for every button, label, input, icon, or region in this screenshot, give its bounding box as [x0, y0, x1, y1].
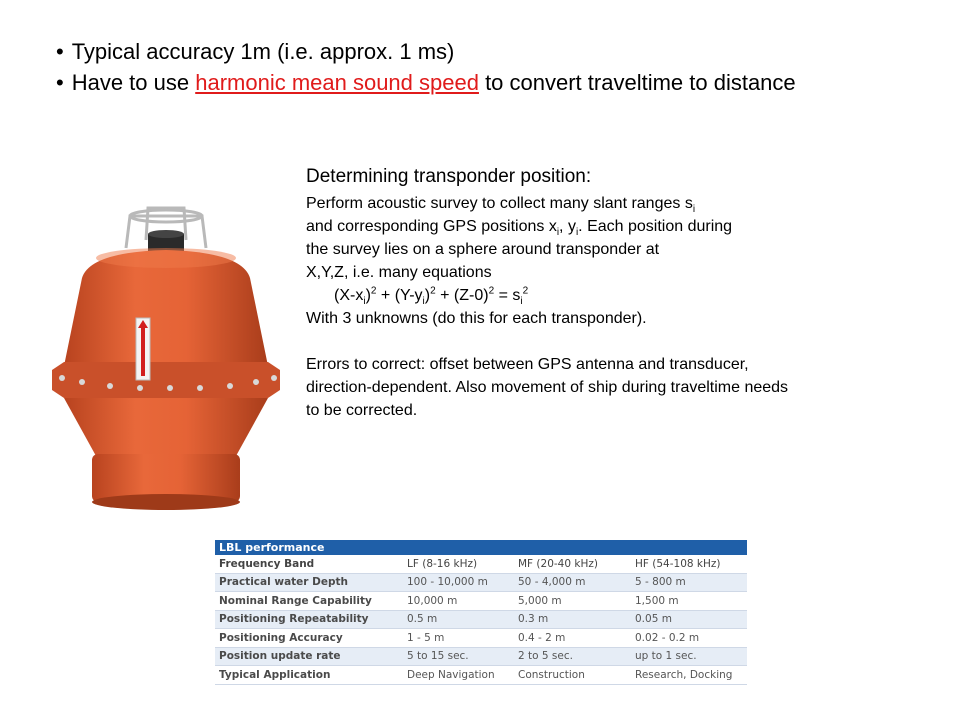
table-cell: Research, Docking — [631, 666, 747, 685]
table-row — [215, 629, 747, 648]
bullet-dot: • — [56, 70, 64, 95]
table-cell: Construction — [514, 666, 631, 685]
desc-line: Errors to correct: offset between GPS antenna and transducer, — [306, 356, 749, 373]
table-row — [215, 573, 747, 592]
table-row-label: Frequency Band — [215, 555, 403, 573]
table-cell: 1,500 m — [631, 592, 747, 611]
harmonic-mean-link[interactable]: harmonic mean sound speed — [195, 70, 479, 95]
desc-line: direction-dependent. Also movement of ship during traveltime needs — [306, 379, 789, 396]
desc-line: With 3 unknowns (do this for each transponder). — [306, 310, 647, 327]
table-row-label: Positioning Repeatability — [215, 610, 403, 629]
table-row-label: Position update rate — [215, 647, 403, 666]
table-cell: 0.3 m — [514, 610, 631, 629]
bullet-sound-speed: • Have to use harmonic mean sound speed to convert traveltime to distance — [56, 70, 796, 95]
desc-line: Perform acoustic survey to collect many slant ranges $s_i$ — [306, 195, 696, 216]
desc-line: the survey lies on a sphere around transponder at — [306, 241, 660, 258]
desc-line: X,Y,Z, i.e. many equations — [306, 264, 492, 281]
table-row — [215, 592, 747, 611]
table-cell: 0.02 - 0.2 m — [631, 629, 747, 648]
table-cell: 100 - 10,000 m — [403, 573, 514, 592]
table-cell: 5,000 m — [514, 592, 631, 611]
table-cell: 0.5 m — [403, 610, 514, 629]
table-cell: 50 - 4,000 m — [514, 573, 631, 592]
table-row — [215, 647, 747, 666]
table-row — [215, 610, 747, 629]
table-cell: up to 1 sec. — [631, 647, 747, 666]
flange — [52, 362, 280, 398]
table-cell: 5 - 800 m — [631, 573, 747, 592]
table-row-label: Positioning Accuracy — [215, 629, 403, 648]
table-row — [215, 666, 747, 685]
sphere-equation: $(X-x_i)^2 + (Y-y_i)^2 + (Z-0)^2 = s_i^2$ — [334, 285, 529, 308]
table-cell: 10,000 m — [403, 592, 514, 611]
lbl-performance-table — [215, 540, 747, 685]
desc-line: to be corrected. — [306, 402, 418, 419]
table-cell: LF (8-16 kHz) — [403, 555, 514, 573]
transponder-description — [306, 164, 956, 422]
table-cell: 2 to 5 sec. — [514, 647, 631, 666]
table-row-label: Nominal Range Capability — [215, 592, 403, 611]
table-cell: 5 to 15 sec. — [403, 647, 514, 666]
desc-line: and corresponding GPS positions $x_i$, $y_i$. Each position during — [306, 218, 733, 239]
table-cell: Deep Navigation — [403, 666, 514, 685]
table-cell: MF (20-40 kHz) — [514, 555, 631, 573]
table-row-label: Practical water Depth — [215, 573, 403, 592]
transponder-image — [30, 198, 302, 516]
bullet-accuracy: • Typical accuracy 1m (i.e. approx. 1 ms) — [56, 39, 455, 64]
table-cell: HF (54-108 kHz) — [631, 555, 747, 573]
table-cell: 0.4 - 2 m — [514, 629, 631, 648]
table-row-label: Typical Application — [215, 666, 403, 685]
bullet-dot: • — [56, 39, 64, 64]
bullet-list — [56, 36, 796, 98]
table-title: LBL performance — [215, 540, 747, 555]
desc-heading: Determining transponder position: — [306, 166, 592, 187]
table-cell: 0.05 m — [631, 610, 747, 629]
table-cell: 1 - 5 m — [403, 629, 514, 648]
table-header-row — [215, 555, 747, 573]
lower-body — [64, 398, 268, 456]
